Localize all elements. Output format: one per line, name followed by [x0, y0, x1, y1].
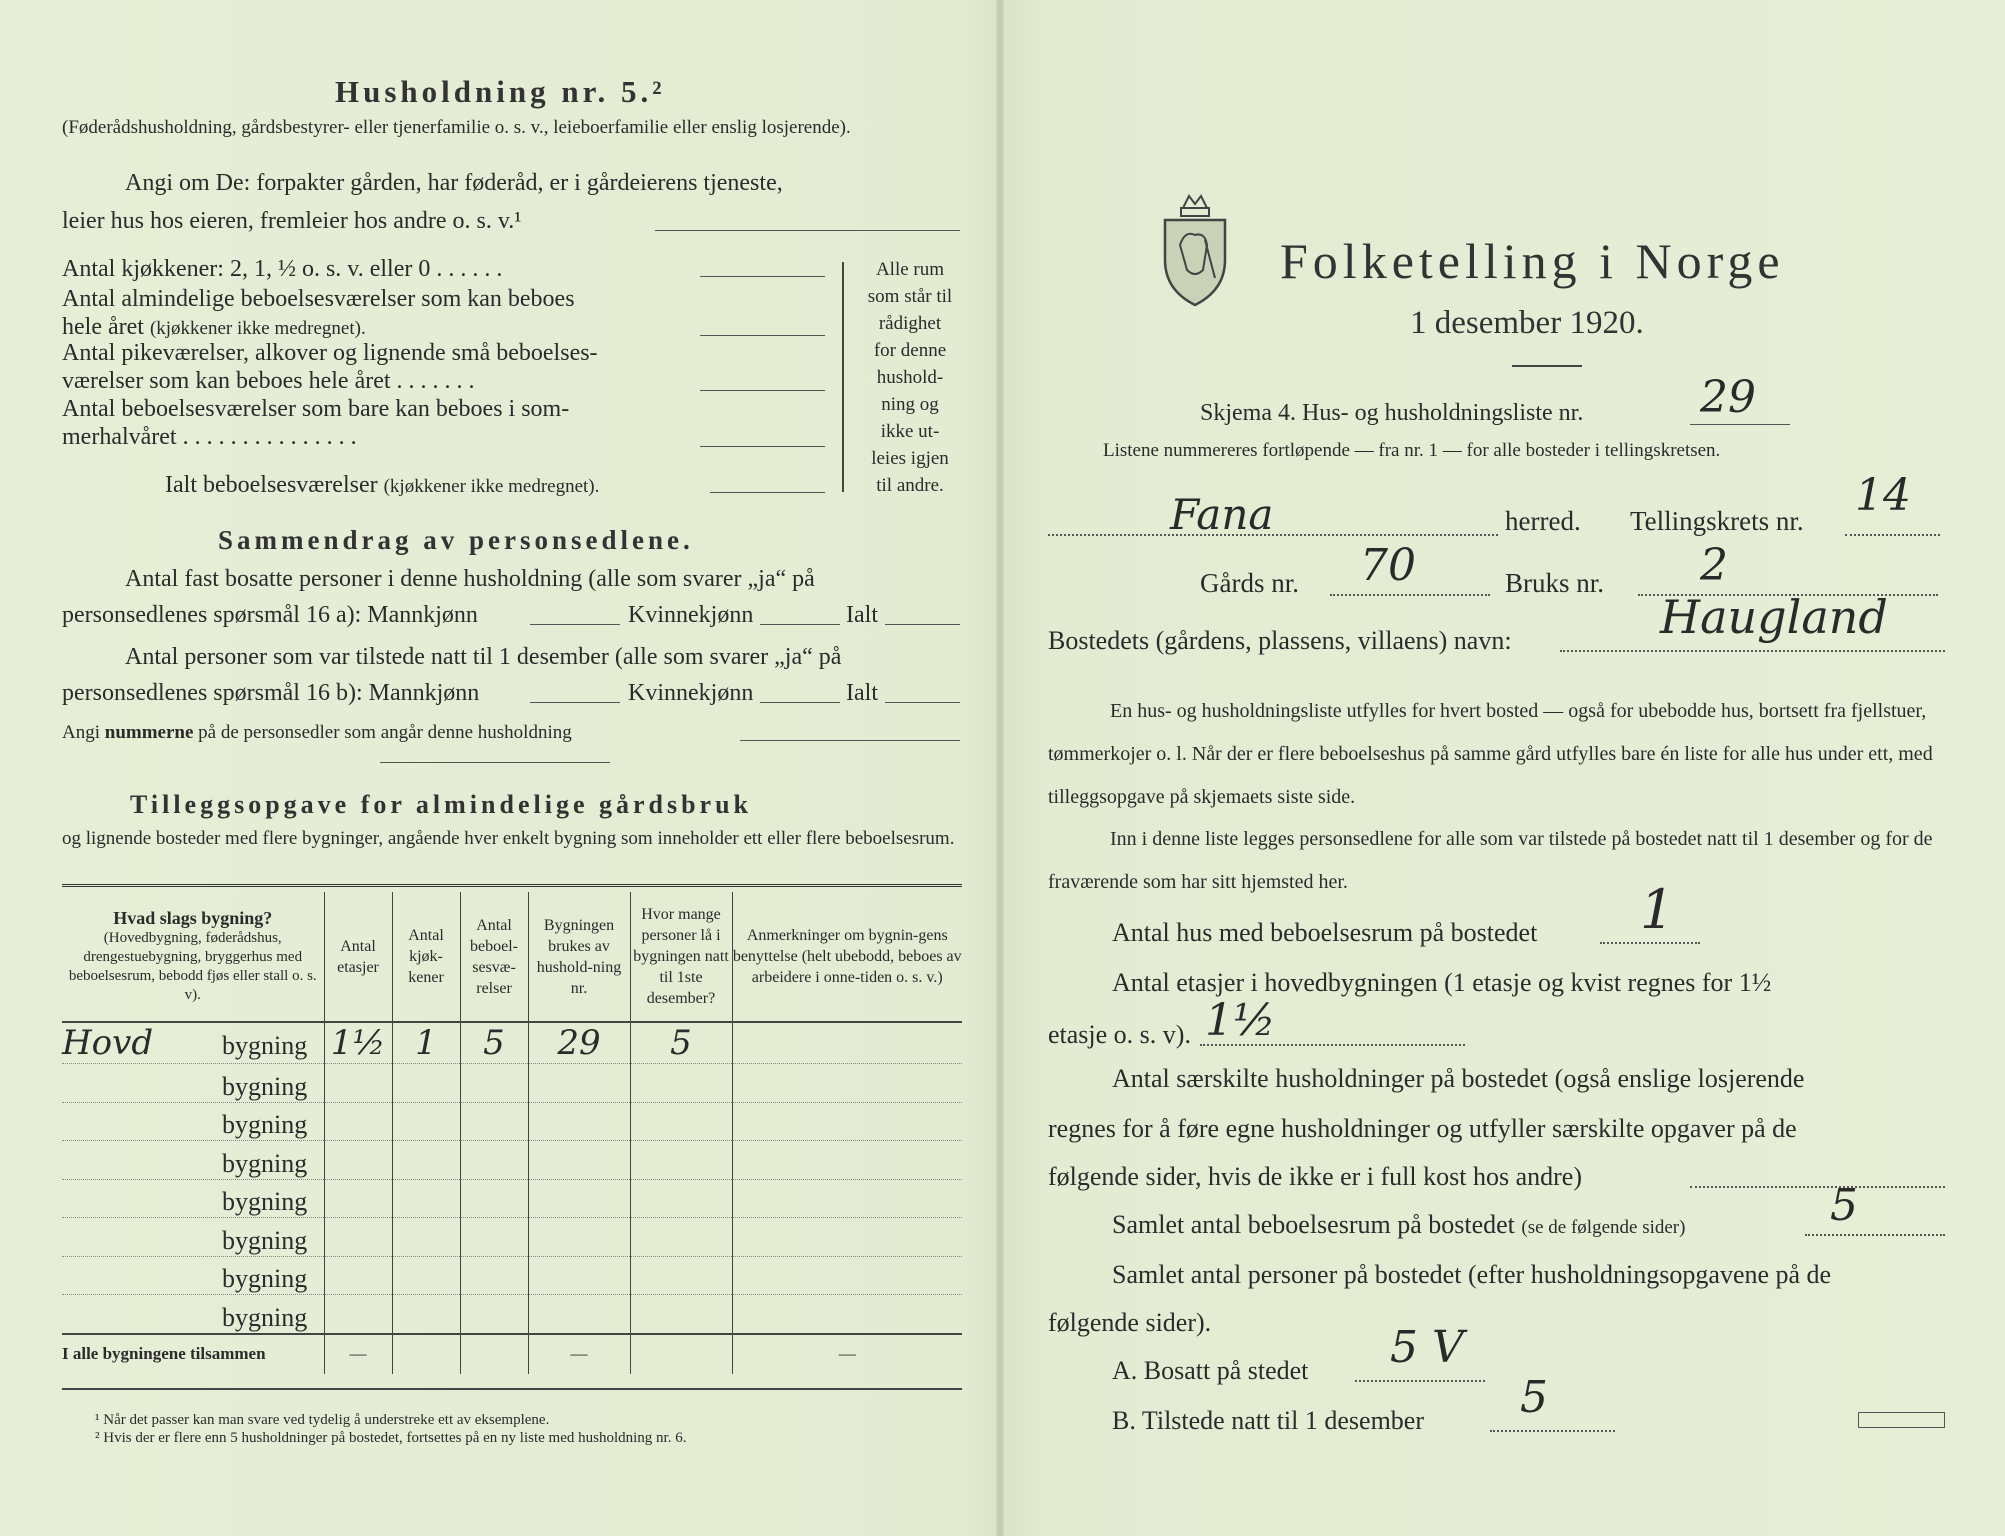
- floors-cell[interactable]: [324, 1141, 392, 1180]
- header-type: [62, 892, 324, 1022]
- kitchens-cell[interactable]: [392, 1256, 460, 1295]
- rooms3-label-b: merhalvåret . . . . . . . . . . . . . . .: [62, 424, 357, 450]
- kitchens-cell[interactable]: [392, 1179, 460, 1218]
- persons-cell[interactable]: [630, 1141, 732, 1180]
- kitchens-cell[interactable]: [392, 1141, 460, 1180]
- used-by-cell[interactable]: 29: [528, 1022, 630, 1064]
- rooms-total-wrap: [1112, 1210, 1685, 1241]
- building-cell[interactable]: [62, 1022, 324, 1064]
- header-floors: Antal etasjer: [324, 892, 392, 1022]
- used-by-cell[interactable]: [528, 1179, 630, 1218]
- summary-p1-a: Antal fast bosatte personer i denne husholdning (alle som svarer „ja“ på: [125, 566, 815, 592]
- supplement-note: og lignende bosteder med flere bygninger, angående hver enkelt bygning som inneholder ett eller flere beboelsesrum.: [62, 828, 955, 849]
- a-line[interactable]: [1355, 1380, 1485, 1382]
- used-by-cell[interactable]: [528, 1218, 630, 1257]
- rooms2-label-b: værelser som kan beboes hele året . . . . . . .: [62, 368, 475, 394]
- rooms-cell[interactable]: [460, 1064, 528, 1103]
- bosted-label: Bostedets (gårdens, plassens, villaens) navn:: [1048, 626, 1512, 655]
- rooms3-answer-line[interactable]: [700, 446, 825, 447]
- persons-cell[interactable]: [630, 1102, 732, 1141]
- nummer-answer-line[interactable]: [740, 740, 960, 741]
- brace-note-line: hushold-: [876, 367, 944, 388]
- floors-cell[interactable]: [324, 1256, 392, 1295]
- p2-total-line[interactable]: [885, 702, 960, 703]
- kitchens-answer-line[interactable]: [700, 276, 825, 277]
- floors-cell[interactable]: [324, 1218, 392, 1257]
- rooms-total-note: (se de følgende sider): [1521, 1217, 1686, 1238]
- brace-note-line: til andre.: [876, 475, 944, 496]
- header-used-by: Bygningen brukes av hushold-ning nr.: [528, 892, 630, 1022]
- buildings-table: [62, 892, 962, 1374]
- angi-nummer: [62, 720, 572, 746]
- persons-total-a: Samlet antal personer på bostedet (efter husholdningsopgavene på de: [1112, 1260, 1832, 1289]
- houses-value: 1: [1640, 878, 1675, 941]
- table-row: [62, 1295, 962, 1334]
- households-a: Antal særskilte husholdninger på bostedet (også enslige losjerende: [1112, 1064, 1805, 1093]
- header-type-title: Hvad slags bygning?: [113, 908, 273, 928]
- household-title: Husholdning nr. 5.²: [335, 74, 666, 109]
- summary-p1-b: personsedlenes spørsmål 16 a): Mannkjønn: [62, 602, 478, 628]
- used-by-cell[interactable]: [528, 1295, 630, 1334]
- census-date: 1 desember 1920.: [1410, 305, 1644, 341]
- schema-label: Skjema 4. Hus- og husholdningsliste nr.: [1200, 400, 1584, 426]
- total-rooms-answer-line[interactable]: [710, 492, 825, 493]
- angi-nummer-b: nummerne: [104, 722, 194, 743]
- angi-nummer-c: på de personsedler som angår denne husholdning: [198, 722, 572, 743]
- bosted-value: Haugland: [1660, 590, 1888, 644]
- houses-line[interactable]: [1600, 942, 1700, 944]
- total-rooms-wrap: [165, 470, 599, 500]
- rooms-total-line[interactable]: [1805, 1234, 1945, 1236]
- angi-nummer-a: Angi: [62, 722, 100, 743]
- herred-value: Fana: [1170, 490, 1274, 539]
- bosted-line[interactable]: [1560, 650, 1945, 652]
- total-row: [62, 1334, 962, 1374]
- households-b: regnes for å føre egne husholdninger og utfyller særskilte opgaver på de: [1048, 1114, 1797, 1143]
- household-note: (Føderådshusholdning, gårdsbestyrer- eller tjenerfamilie o. s. v., leieboerfamilie eller enslig losjerende).: [62, 117, 851, 138]
- brace-note: [855, 256, 965, 499]
- rooms1-label-b: hele året: [62, 314, 144, 340]
- angi-answer-line[interactable]: [655, 230, 960, 231]
- remarks-cell[interactable]: [732, 1218, 962, 1257]
- bygning-label: bygning: [222, 1187, 308, 1216]
- houses-label: Antal hus med beboelsesrum på bostedet: [1112, 918, 1538, 947]
- floors-cell[interactable]: [324, 1295, 392, 1334]
- kitchens-cell[interactable]: [392, 1218, 460, 1257]
- used-by-cell[interactable]: [528, 1256, 630, 1295]
- a-value: 5 V: [1390, 1322, 1464, 1373]
- angi-line2: leier hus hos eieren, fremleier hos andre o. s. v.¹: [62, 208, 522, 234]
- total-row-label: I alle bygningene tilsammen: [62, 1334, 324, 1374]
- header-rooms: Antal beboel-sesvæ-relser: [460, 892, 528, 1022]
- kitchens-label: Antal kjøkkener: 2, 1, ½ o. s. v. eller 0 . . . . . .: [62, 256, 503, 282]
- total-rooms[interactable]: [460, 1334, 528, 1374]
- header-type-note: (Hovedbygning, føderådshus, drengestuebygning, bryggerhus med beboelsesrum, bebodd fjøs eller stall o. s. v).: [68, 930, 317, 1003]
- herred-label: herred.: [1505, 506, 1581, 536]
- rooms-cell[interactable]: [460, 1218, 528, 1257]
- persons-cell[interactable]: [630, 1179, 732, 1218]
- bygning-label: bygning: [222, 1110, 308, 1139]
- total-rooms-note: (kjøkkener ikke medregnet).: [383, 476, 600, 497]
- schema-number: 29: [1700, 372, 1756, 423]
- building-cell[interactable]: [62, 1102, 324, 1141]
- total-persons[interactable]: [630, 1334, 732, 1374]
- table-top-rule: [62, 884, 962, 887]
- header-persons: Hvor mange personer lå i bygningen natt til 1ste desember?: [630, 892, 732, 1022]
- building-cell[interactable]: [62, 1218, 324, 1257]
- table-row: [62, 1218, 962, 1257]
- floors-label-a: Antal etasjer i hovedbygningen (1 etasje og kvist regnes for 1½: [1112, 968, 1772, 997]
- rooms-cell[interactable]: [460, 1179, 528, 1218]
- table-row: [62, 1256, 962, 1295]
- brace-note-line: som står til: [867, 286, 953, 307]
- table-row: [62, 1179, 962, 1218]
- gards-label: Gårds nr.: [1200, 568, 1299, 598]
- rooms1-label-note: (kjøkkener ikke medregnet).: [149, 318, 366, 339]
- brace-note-line: leies igjen: [871, 448, 949, 469]
- brace-note-line: ikke ut-: [880, 421, 940, 442]
- table-bottom-rule: [62, 1388, 962, 1390]
- remarks-cell[interactable]: [732, 1179, 962, 1218]
- title-rule: [1512, 365, 1582, 367]
- floors-cell[interactable]: [324, 1179, 392, 1218]
- p1-women-label: Kvinnekjønn: [628, 602, 754, 628]
- bygning-label: bygning: [222, 1071, 308, 1101]
- rooms1-label-a: Antal almindelige beboelsesværelser som kan beboes: [62, 286, 575, 312]
- census-title: Folketelling i Norge: [1280, 233, 1785, 289]
- floors-label-b: etasje o. s. v).: [1048, 1020, 1191, 1049]
- p1-total-label: Ialt: [846, 602, 878, 628]
- bygning-label: bygning: [222, 1264, 308, 1293]
- rooms2-label-a: Antal pikeværelser, alkover og lignende små beboelses-: [62, 340, 598, 366]
- kitchens-cell[interactable]: [392, 1102, 460, 1141]
- instruction-1: En hus- og husholdningsliste utfylles for hvert bosted — også for ubebodde hus, bortsett fra fjellstuer, tømmerkojer o. l. Når der er flere beboelseshus på samme gård utfylles bare én liste for alle hus under ett, med tilleggsopgave på skjemaets siste side.: [1048, 700, 1933, 808]
- p1-total-line[interactable]: [885, 624, 960, 625]
- numbering-note: Listene nummereres fortløpende — fra nr. 1 — for alle bosteder i tellingskretsen.: [1103, 440, 1721, 461]
- kitchens-cell[interactable]: [392, 1064, 460, 1103]
- persons-cell[interactable]: [630, 1256, 732, 1295]
- a-label: A. Bosatt på stedet: [1112, 1356, 1309, 1385]
- persons-cell[interactable]: [630, 1295, 732, 1334]
- bruks-label: Bruks nr.: [1505, 568, 1605, 598]
- floors-value: 1½: [1205, 995, 1276, 1046]
- summary-title: Sammendrag av personsedlene.: [218, 525, 694, 555]
- used-by-cell[interactable]: [528, 1102, 630, 1141]
- households-c: følgende sider, hvis de ikke er i full kost hos andre): [1048, 1162, 1582, 1191]
- header-remarks: Anmerkninger om bygnin-gens benyttelse (helt ubebodd, beboes av arbeidere i onne-tiden o. s. v.): [732, 892, 962, 1022]
- supplement-title: Tilleggsopgave for almindelige gårdsbruk: [130, 790, 753, 819]
- floors-line[interactable]: [1200, 1044, 1465, 1046]
- rooms-total-label: Samlet antal beboelsesrum på bostedet: [1112, 1210, 1515, 1239]
- total-used-by[interactable]: —: [528, 1334, 630, 1374]
- floors-cell[interactable]: 1½: [324, 1022, 392, 1064]
- rooms-cell[interactable]: [460, 1102, 528, 1141]
- remarks-cell[interactable]: [732, 1295, 962, 1334]
- total-rooms-label: Ialt beboelsesværelser: [165, 472, 378, 498]
- krets-line[interactable]: [1845, 534, 1940, 536]
- separator-rule: [380, 762, 610, 763]
- herred-line[interactable]: [1048, 534, 1498, 536]
- table-row: [62, 1102, 962, 1141]
- rooms3-label-a: Antal beboelsesværelser som bare kan beboes i som-: [62, 396, 570, 422]
- p1-men-line[interactable]: [530, 624, 620, 625]
- footnote-1: ¹ Når det passer kan man svare ved tydelig å understreke ett av eksemplene.: [95, 1412, 550, 1428]
- bruks-value: 2: [1700, 540, 1728, 591]
- p2-total-label: Ialt: [846, 680, 878, 706]
- bygning-label: bygning: [222, 1031, 308, 1060]
- building-cell[interactable]: [62, 1256, 324, 1295]
- persons-cell[interactable]: [630, 1064, 732, 1103]
- p2-men-line[interactable]: [530, 702, 620, 703]
- b-line[interactable]: [1490, 1430, 1615, 1432]
- floors-cell[interactable]: [324, 1102, 392, 1141]
- bygning-label: bygning: [222, 1148, 308, 1178]
- gards-line[interactable]: [1330, 594, 1490, 596]
- building-cell[interactable]: [62, 1141, 324, 1180]
- bygning-label: bygning: [222, 1302, 308, 1332]
- rooms-cell[interactable]: [460, 1295, 528, 1334]
- total-remarks[interactable]: —: [732, 1334, 962, 1374]
- b-label: B. Tilstede natt til 1 desember: [1112, 1406, 1424, 1435]
- footnote-2: ² Hvis der er flere enn 5 husholdninger på bostedet, fortsettes på en ny liste med husholdning nr. 6.: [95, 1430, 687, 1446]
- summary-p2-a: Antal personer som var tilstede natt til 1 desember (alle som svarer „ja“ på: [125, 644, 842, 670]
- p1-women-line[interactable]: [760, 624, 840, 625]
- table-row: [62, 1022, 962, 1064]
- curly-brace: [842, 262, 844, 492]
- instruction-2: Inn i denne liste legges personsedlene for alle som var tilstede på bostedet natt til 1 desember og for de fraværende som har sitt hjemsted her.: [1048, 828, 1933, 893]
- angi-line1: Angi om De: forpakter gården, har føderåd, er i gårdeierens tjeneste,: [125, 170, 783, 196]
- total-kitchens[interactable]: [392, 1334, 460, 1374]
- remarks-cell[interactable]: [732, 1102, 962, 1141]
- brace-note-line: rådighet: [878, 313, 942, 334]
- b-value: 5: [1520, 1372, 1548, 1423]
- rooms-cell[interactable]: [460, 1256, 528, 1295]
- remarks-cell[interactable]: [732, 1022, 962, 1064]
- floors-cell[interactable]: [324, 1064, 392, 1103]
- kitchens-cell[interactable]: 1: [392, 1022, 460, 1064]
- krets-label: Tellingskrets nr.: [1630, 506, 1804, 536]
- used-by-cell[interactable]: [528, 1141, 630, 1180]
- coat-of-arms-icon: [1155, 190, 1235, 310]
- used-by-cell[interactable]: [528, 1064, 630, 1103]
- total-floors[interactable]: —: [324, 1334, 392, 1374]
- summary-p2-b: personsedlenes spørsmål 16 b): Mannkjønn: [62, 680, 480, 706]
- rooms-total-value: 5: [1830, 1180, 1858, 1231]
- remarks-cell[interactable]: [732, 1256, 962, 1295]
- building-cell[interactable]: [62, 1064, 324, 1103]
- persons-cell[interactable]: 5: [630, 1022, 732, 1064]
- persons-cell[interactable]: [630, 1218, 732, 1257]
- building-cell[interactable]: [62, 1179, 324, 1218]
- rooms1-answer-line[interactable]: [700, 335, 825, 336]
- rooms-cell[interactable]: [460, 1141, 528, 1180]
- printer-stamp: [1858, 1412, 1945, 1428]
- table-row: [62, 1141, 962, 1180]
- p2-women-label: Kvinnekjønn: [628, 680, 754, 706]
- brace-note-line: ning og: [881, 394, 939, 415]
- households-line[interactable]: [1690, 1186, 1945, 1188]
- header-kitchens: Antal kjøk-kener: [392, 892, 460, 1022]
- bygning-label: bygning: [222, 1225, 308, 1255]
- schema-number-line[interactable]: [1690, 424, 1790, 425]
- kitchens-cell[interactable]: [392, 1295, 460, 1334]
- building-cell[interactable]: [62, 1295, 324, 1334]
- brace-note-line: for denne: [873, 340, 947, 361]
- table-row: [62, 1064, 962, 1103]
- rooms-cell[interactable]: 5: [460, 1022, 528, 1064]
- persons-total-b: følgende sider).: [1048, 1308, 1212, 1337]
- rooms2-answer-line[interactable]: [700, 390, 825, 391]
- page-fold: [996, 0, 1004, 1536]
- krets-value: 14: [1855, 470, 1911, 521]
- remarks-cell[interactable]: [732, 1141, 962, 1180]
- remarks-cell[interactable]: [732, 1064, 962, 1103]
- brace-note-line: Alle rum: [875, 259, 945, 280]
- p2-women-line[interactable]: [760, 702, 840, 703]
- building-name: Hovd: [62, 1023, 154, 1063]
- gards-value: 70: [1360, 540, 1416, 591]
